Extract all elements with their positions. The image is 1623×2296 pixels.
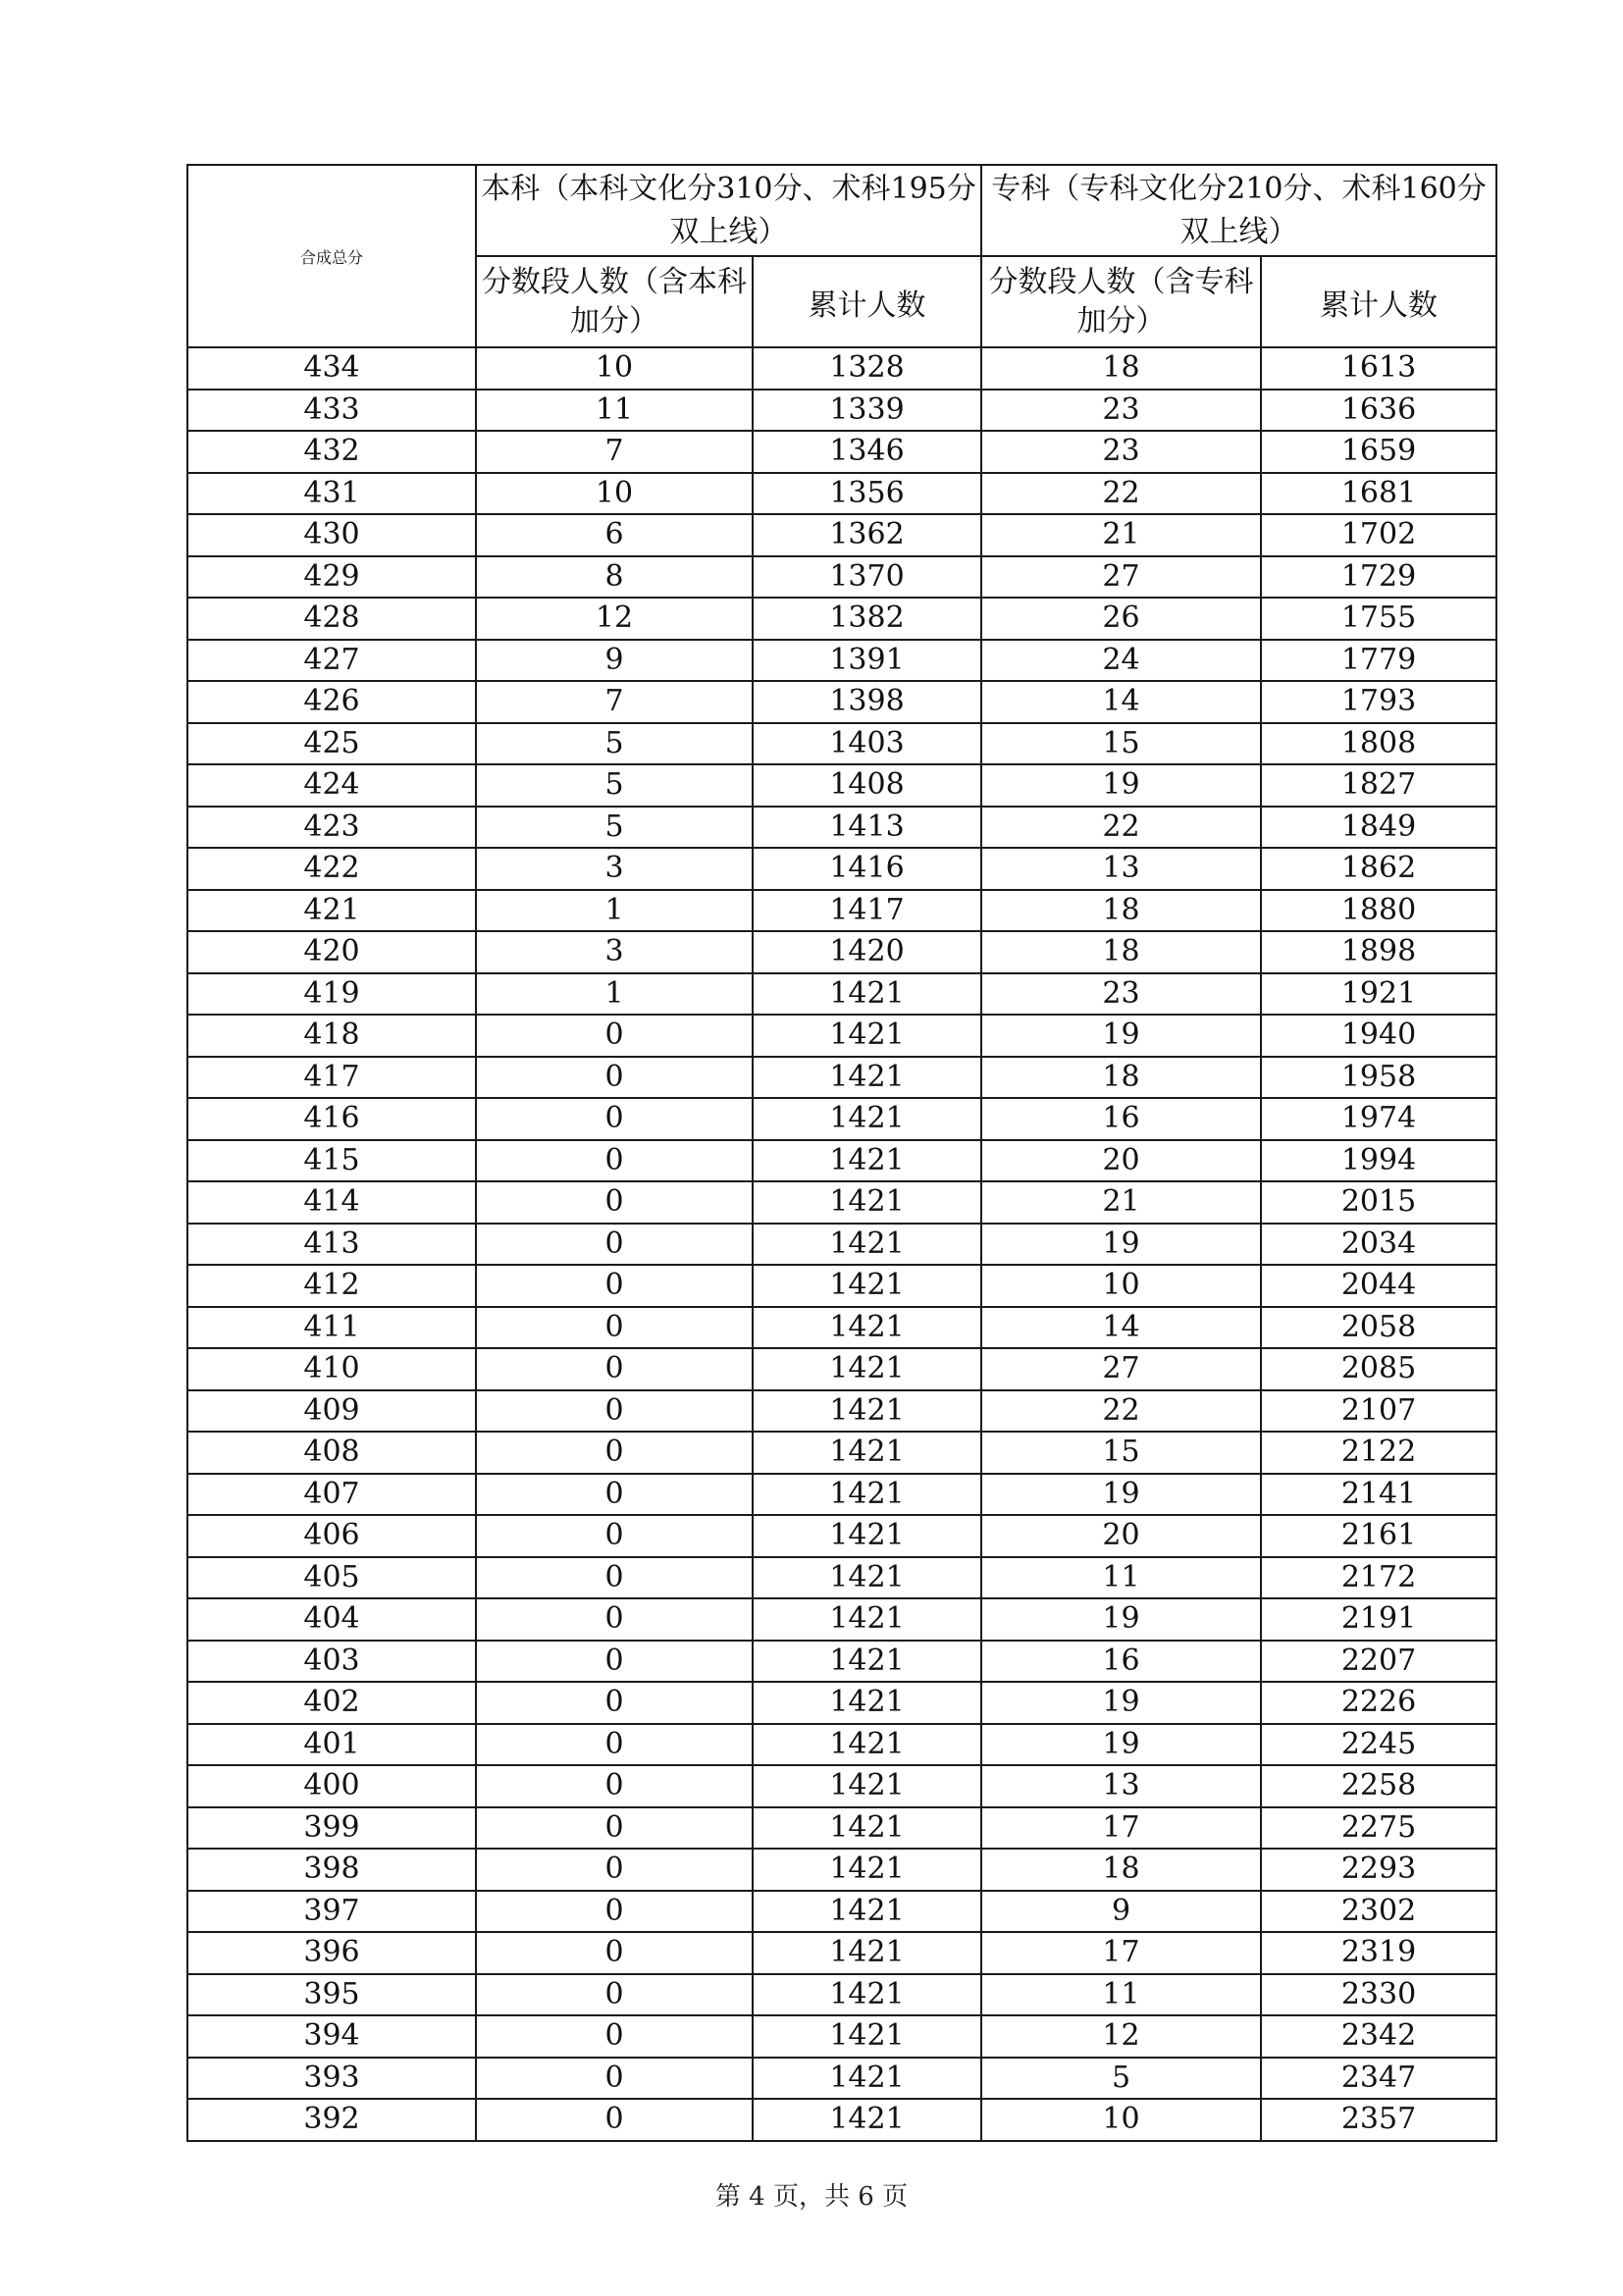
total-score-cell: 429 [187,556,476,599]
table-row [187,2099,1496,2141]
table-row [187,973,1496,1016]
undergraduate-count-cell: 0 [476,2099,753,2141]
total-score-cell: 433 [187,390,476,432]
junior-college-cumulative-cell: 1793 [1261,681,1496,723]
undergraduate-cumulative-cell: 1413 [753,807,981,849]
junior-college-count-cell: 22 [981,1390,1261,1433]
table-row [187,390,1496,432]
junior-college-count-cell: 18 [981,931,1261,973]
table-row [187,1765,1496,1807]
undergraduate-cumulative-cell: 1346 [753,431,981,473]
table-row [187,1598,1496,1641]
total-score-cell: 422 [187,848,476,890]
undergraduate-count-cell: 10 [476,473,753,515]
table-row [187,1057,1496,1099]
table-row [187,1224,1496,1266]
undergraduate-cumulative-cell: 1421 [753,1307,981,1349]
undergraduate-count-cell: 0 [476,1515,753,1557]
undergraduate-count-cell: 0 [476,1932,753,1974]
junior-college-count-cell: 13 [981,1765,1261,1807]
total-score-cell: 392 [187,2099,476,2141]
table-row [187,1181,1496,1224]
undergraduate-count-cell: 0 [476,1765,753,1807]
junior-college-count-cell: 15 [981,723,1261,765]
table-row [187,556,1496,599]
undergraduate-cumulative-cell: 1417 [753,890,981,932]
undergraduate-cumulative-cell: 1421 [753,2058,981,2100]
undergraduate-cumulative-cell: 1421 [753,2015,981,2058]
undergraduate-cumulative-cell: 1421 [753,1891,981,1933]
undergraduate-count-cell: 0 [476,1432,753,1474]
undergraduate-cumulative-cell: 1421 [753,973,981,1016]
total-score-cell: 403 [187,1641,476,1683]
undergraduate-cumulative-cell: 1421 [753,1724,981,1766]
junior-college-count-cell: 18 [981,890,1261,932]
junior-college-count-cell: 17 [981,1932,1261,1974]
undergraduate-cumulative-cell: 1421 [753,1474,981,1516]
junior-college-cumulative-cell: 1613 [1261,347,1496,390]
header-undergraduate-group: 本科（本科文化分310分、术科195分双上线） [476,165,981,256]
undergraduate-count-cell: 0 [476,1974,753,2016]
junior-college-count-cell: 19 [981,1015,1261,1057]
undergraduate-count-cell: 0 [476,1641,753,1683]
junior-college-cumulative-cell: 1849 [1261,807,1496,849]
total-score-cell: 398 [187,1849,476,1891]
junior-college-cumulative-cell: 2034 [1261,1224,1496,1266]
table-row [187,931,1496,973]
undergraduate-cumulative-cell: 1420 [753,931,981,973]
junior-college-cumulative-cell: 2342 [1261,2015,1496,2058]
total-score-cell: 421 [187,890,476,932]
total-score-cell: 412 [187,1265,476,1307]
total-score-cell: 434 [187,347,476,390]
junior-college-count-cell: 19 [981,1724,1261,1766]
table-row [187,723,1496,765]
table-row [187,1724,1496,1766]
junior-college-count-cell: 10 [981,1265,1261,1307]
junior-college-count-cell: 18 [981,1057,1261,1099]
junior-college-cumulative-cell: 2044 [1261,1265,1496,1307]
total-score-cell: 408 [187,1432,476,1474]
junior-college-count-cell: 19 [981,1474,1261,1516]
total-score-cell: 431 [187,473,476,515]
total-score-cell: 425 [187,723,476,765]
table-row [187,1265,1496,1307]
undergraduate-cumulative-cell: 1421 [753,1557,981,1599]
total-score-cell: 430 [187,514,476,556]
undergraduate-count-cell: 7 [476,431,753,473]
undergraduate-count-cell: 0 [476,1224,753,1266]
undergraduate-count-cell: 3 [476,931,753,973]
total-score-cell: 432 [187,431,476,473]
junior-college-count-cell: 27 [981,556,1261,599]
total-score-cell: 404 [187,1598,476,1641]
undergraduate-count-cell: 0 [476,1891,753,1933]
undergraduate-count-cell: 0 [476,2058,753,2100]
table-body [187,347,1496,2141]
undergraduate-cumulative-cell: 1356 [753,473,981,515]
table-row [187,598,1496,640]
junior-college-count-cell: 23 [981,431,1261,473]
junior-college-count-cell: 18 [981,347,1261,390]
undergraduate-cumulative-cell: 1421 [753,1390,981,1433]
total-score-cell: 413 [187,1224,476,1266]
undergraduate-count-cell: 0 [476,1849,753,1891]
undergraduate-cumulative-cell: 1421 [753,1598,981,1641]
total-score-cell: 426 [187,681,476,723]
junior-college-cumulative-cell: 2107 [1261,1390,1496,1433]
table-row [187,1432,1496,1474]
junior-college-cumulative-cell: 2122 [1261,1432,1496,1474]
undergraduate-cumulative-cell: 1408 [753,764,981,807]
undergraduate-count-cell: 0 [476,1307,753,1349]
total-score-cell: 419 [187,973,476,1016]
table-row [187,1807,1496,1850]
total-score-cell: 401 [187,1724,476,1766]
junior-college-cumulative-cell: 1636 [1261,390,1496,432]
junior-college-count-cell: 19 [981,764,1261,807]
junior-college-count-cell: 12 [981,2015,1261,2058]
undergraduate-cumulative-cell: 1421 [753,1181,981,1224]
undergraduate-cumulative-cell: 1421 [753,1057,981,1099]
header-undergraduate-count: 分数段人数（含本科加分） [476,256,753,347]
junior-college-count-cell: 13 [981,848,1261,890]
score-distribution-table [186,164,1497,2142]
undergraduate-count-cell: 0 [476,1181,753,1224]
table-row [187,1682,1496,1724]
junior-college-cumulative-cell: 2293 [1261,1849,1496,1891]
junior-college-count-cell: 18 [981,1849,1261,1891]
table-row [187,1015,1496,1057]
total-score-cell: 395 [187,1974,476,2016]
undergraduate-cumulative-cell: 1421 [753,1015,981,1057]
table-row [187,764,1496,807]
total-score-cell: 411 [187,1307,476,1349]
undergraduate-count-cell: 5 [476,807,753,849]
total-score-cell: 414 [187,1181,476,1224]
table-row [187,2015,1496,2058]
header-undergraduate-cumulative: 累计人数 [753,256,981,347]
undergraduate-cumulative-cell: 1421 [753,1641,981,1683]
table-row [187,1307,1496,1349]
junior-college-cumulative-cell: 1808 [1261,723,1496,765]
undergraduate-count-cell: 6 [476,514,753,556]
total-score-cell: 409 [187,1390,476,1433]
table-row [187,1140,1496,1182]
junior-college-cumulative-cell: 2245 [1261,1724,1496,1766]
total-score-cell: 399 [187,1807,476,1850]
junior-college-count-cell: 19 [981,1682,1261,1724]
table-row [187,681,1496,723]
undergraduate-count-cell: 0 [476,2015,753,2058]
header-junior-college-count: 分数段人数（含专科加分） [981,256,1261,347]
undergraduate-cumulative-cell: 1328 [753,347,981,390]
junior-college-cumulative-cell: 2015 [1261,1181,1496,1224]
undergraduate-count-cell: 0 [476,1015,753,1057]
total-score-cell: 420 [187,931,476,973]
table-row [187,473,1496,515]
undergraduate-count-cell: 0 [476,1140,753,1182]
table-row [187,890,1496,932]
total-score-cell: 416 [187,1098,476,1140]
junior-college-cumulative-cell: 2058 [1261,1307,1496,1349]
total-score-cell: 424 [187,764,476,807]
junior-college-count-cell: 16 [981,1098,1261,1140]
table-row [187,1474,1496,1516]
undergraduate-cumulative-cell: 1421 [753,1807,981,1850]
undergraduate-count-cell: 0 [476,1348,753,1390]
junior-college-cumulative-cell: 1659 [1261,431,1496,473]
total-score-cell: 394 [187,2015,476,2058]
junior-college-count-cell: 22 [981,473,1261,515]
table-row [187,1974,1496,2016]
undergraduate-count-cell: 8 [476,556,753,599]
table-row [187,1098,1496,1140]
undergraduate-cumulative-cell: 1421 [753,1932,981,1974]
junior-college-count-cell: 24 [981,640,1261,682]
junior-college-count-cell: 14 [981,681,1261,723]
total-score-cell: 417 [187,1057,476,1099]
junior-college-count-cell: 16 [981,1641,1261,1683]
undergraduate-cumulative-cell: 1421 [753,1098,981,1140]
junior-college-count-cell: 10 [981,2099,1261,2141]
junior-college-cumulative-cell: 1702 [1261,514,1496,556]
undergraduate-count-cell: 0 [476,1390,753,1433]
undergraduate-count-cell: 1 [476,890,753,932]
junior-college-count-cell: 15 [981,1432,1261,1474]
page-footer: 第 4 页，共 6 页 [714,2182,909,2212]
total-score-cell: 406 [187,1515,476,1557]
junior-college-count-cell: 20 [981,1515,1261,1557]
table-row [187,1641,1496,1683]
undergraduate-count-cell: 7 [476,681,753,723]
undergraduate-cumulative-cell: 1416 [753,848,981,890]
undergraduate-count-cell: 0 [476,1682,753,1724]
junior-college-count-cell: 11 [981,1557,1261,1599]
undergraduate-cumulative-cell: 1421 [753,2099,981,2141]
undergraduate-count-cell: 9 [476,640,753,682]
undergraduate-cumulative-cell: 1421 [753,1515,981,1557]
junior-college-count-cell: 14 [981,1307,1261,1349]
junior-college-count-cell: 20 [981,1140,1261,1182]
undergraduate-cumulative-cell: 1421 [753,1224,981,1266]
junior-college-cumulative-cell: 1940 [1261,1015,1496,1057]
undergraduate-cumulative-cell: 1421 [753,1765,981,1807]
junior-college-cumulative-cell: 1779 [1261,640,1496,682]
junior-college-cumulative-cell: 2141 [1261,1474,1496,1516]
undergraduate-cumulative-cell: 1421 [753,1348,981,1390]
table-row [187,1390,1496,1433]
junior-college-count-cell: 11 [981,1974,1261,2016]
junior-college-count-cell: 21 [981,1181,1261,1224]
undergraduate-count-cell: 0 [476,1724,753,1766]
undergraduate-cumulative-cell: 1421 [753,1682,981,1724]
undergraduate-cumulative-cell: 1421 [753,1849,981,1891]
total-score-cell: 428 [187,598,476,640]
undergraduate-cumulative-cell: 1421 [753,1974,981,2016]
table-row [187,1849,1496,1891]
junior-college-cumulative-cell: 2275 [1261,1807,1496,1850]
junior-college-count-cell: 19 [981,1224,1261,1266]
junior-college-count-cell: 23 [981,390,1261,432]
undergraduate-count-cell: 11 [476,390,753,432]
total-score-cell: 427 [187,640,476,682]
junior-college-count-cell: 23 [981,973,1261,1016]
junior-college-cumulative-cell: 1921 [1261,973,1496,1016]
table-header [187,165,1496,347]
junior-college-cumulative-cell: 2302 [1261,1891,1496,1933]
total-score-cell: 397 [187,1891,476,1933]
table-row [187,1348,1496,1390]
undergraduate-count-cell: 5 [476,764,753,807]
table-row [187,848,1496,890]
undergraduate-cumulative-cell: 1370 [753,556,981,599]
junior-college-cumulative-cell: 1681 [1261,473,1496,515]
junior-college-count-cell: 17 [981,1807,1261,1850]
junior-college-cumulative-cell: 1827 [1261,764,1496,807]
table-row [187,807,1496,849]
undergraduate-count-cell: 1 [476,973,753,1016]
undergraduate-cumulative-cell: 1339 [753,390,981,432]
junior-college-cumulative-cell: 2207 [1261,1641,1496,1683]
junior-college-cumulative-cell: 1898 [1261,931,1496,973]
junior-college-cumulative-cell: 2085 [1261,1348,1496,1390]
junior-college-cumulative-cell: 1729 [1261,556,1496,599]
undergraduate-cumulative-cell: 1391 [753,640,981,682]
junior-college-count-cell: 5 [981,2058,1261,2100]
junior-college-count-cell: 26 [981,598,1261,640]
junior-college-cumulative-cell: 2191 [1261,1598,1496,1641]
junior-college-count-cell: 22 [981,807,1261,849]
junior-college-count-cell: 19 [981,1598,1261,1641]
undergraduate-count-cell: 0 [476,1598,753,1641]
table-row [187,1932,1496,1974]
table-row [187,1891,1496,1933]
header-total-score: 合成总分 [187,165,476,347]
undergraduate-count-cell: 0 [476,1098,753,1140]
junior-college-cumulative-cell: 2330 [1261,1974,1496,2016]
junior-college-cumulative-cell: 2172 [1261,1557,1496,1599]
junior-college-cumulative-cell: 2226 [1261,1682,1496,1724]
header-junior-college-cumulative: 累计人数 [1261,256,1496,347]
junior-college-cumulative-cell: 2319 [1261,1932,1496,1974]
undergraduate-count-cell: 0 [476,1807,753,1850]
undergraduate-count-cell: 12 [476,598,753,640]
total-score-cell: 402 [187,1682,476,1724]
total-score-cell: 393 [187,2058,476,2100]
junior-college-cumulative-cell: 1974 [1261,1098,1496,1140]
total-score-cell: 407 [187,1474,476,1516]
junior-college-count-cell: 9 [981,1891,1261,1933]
junior-college-cumulative-cell: 1958 [1261,1057,1496,1099]
undergraduate-count-cell: 0 [476,1265,753,1307]
table-row [187,2058,1496,2100]
table-row [187,640,1496,682]
table-row [187,1515,1496,1557]
junior-college-count-cell: 21 [981,514,1261,556]
undergraduate-cumulative-cell: 1421 [753,1265,981,1307]
junior-college-cumulative-cell: 1862 [1261,848,1496,890]
junior-college-count-cell: 27 [981,1348,1261,1390]
total-score-cell: 410 [187,1348,476,1390]
junior-college-cumulative-cell: 1994 [1261,1140,1496,1182]
junior-college-cumulative-cell: 1755 [1261,598,1496,640]
undergraduate-count-cell: 3 [476,848,753,890]
undergraduate-cumulative-cell: 1362 [753,514,981,556]
total-score-cell: 400 [187,1765,476,1807]
table-row [187,1557,1496,1599]
junior-college-cumulative-cell: 2347 [1261,2058,1496,2100]
total-score-cell: 415 [187,1140,476,1182]
undergraduate-cumulative-cell: 1398 [753,681,981,723]
undergraduate-cumulative-cell: 1421 [753,1140,981,1182]
junior-college-cumulative-cell: 2161 [1261,1515,1496,1557]
undergraduate-cumulative-cell: 1382 [753,598,981,640]
total-score-cell: 423 [187,807,476,849]
undergraduate-count-cell: 0 [476,1057,753,1099]
total-score-cell: 396 [187,1932,476,1974]
header-junior-college-group: 专科（专科文化分210分、术科160分双上线） [981,165,1496,256]
undergraduate-count-cell: 10 [476,347,753,390]
junior-college-cumulative-cell: 2357 [1261,2099,1496,2141]
table-row [187,514,1496,556]
table-row [187,431,1496,473]
undergraduate-cumulative-cell: 1403 [753,723,981,765]
total-score-cell: 418 [187,1015,476,1057]
total-score-cell: 405 [187,1557,476,1599]
table-row [187,347,1496,390]
undergraduate-cumulative-cell: 1421 [753,1432,981,1474]
junior-college-cumulative-cell: 2258 [1261,1765,1496,1807]
undergraduate-count-cell: 0 [476,1474,753,1516]
undergraduate-count-cell: 5 [476,723,753,765]
junior-college-cumulative-cell: 1880 [1261,890,1496,932]
undergraduate-count-cell: 0 [476,1557,753,1599]
